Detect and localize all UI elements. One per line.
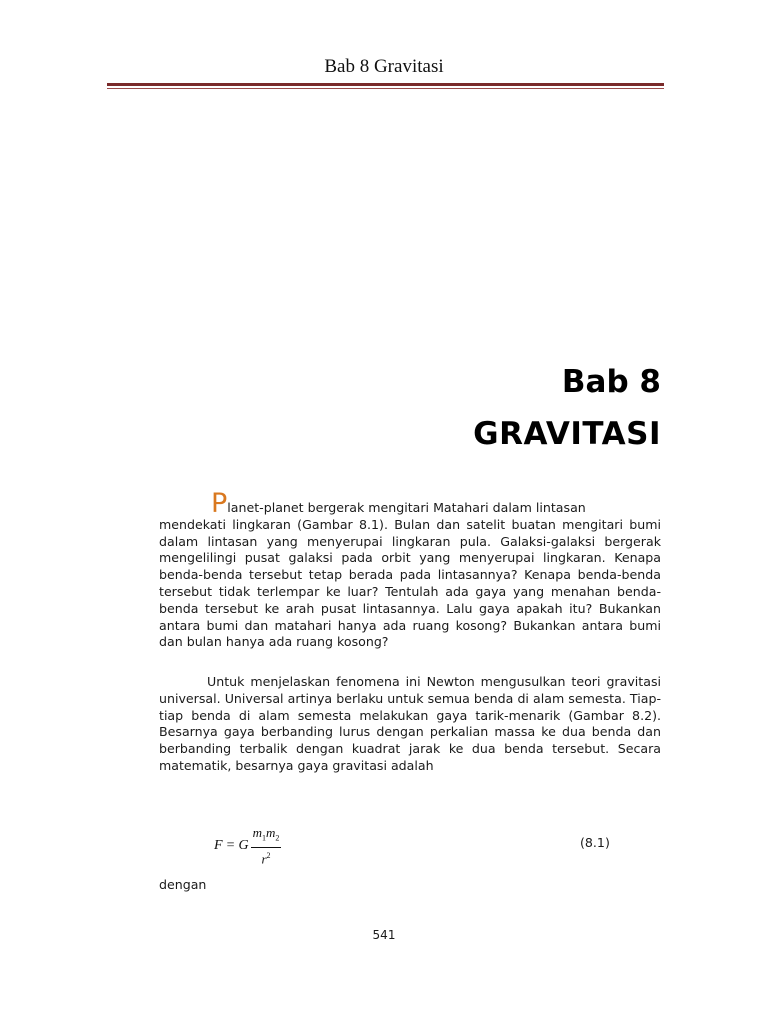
equation-numerator <box>251 826 282 848</box>
chapter-number: Bab 8 <box>561 364 661 400</box>
gravity-equation <box>214 826 281 867</box>
numerator-m1: m <box>252 825 262 840</box>
drop-cap-letter: P <box>211 488 228 519</box>
equation-constant: G <box>238 838 249 854</box>
header-rule-thick <box>107 83 664 86</box>
running-header: Bab 8 Gravitasi <box>324 56 444 77</box>
equation-number: (8.1) <box>580 835 610 850</box>
denominator-exponent: 2 <box>266 850 271 860</box>
header-rule-thin <box>107 88 664 89</box>
numerator-m2: m <box>265 825 276 840</box>
chapter-title: GRAVITASI <box>473 416 661 452</box>
equation-denominator <box>261 848 270 867</box>
paragraph-intro <box>159 488 661 651</box>
paragraph-intro-first-text: lanet-planet bergerak mengitari Matahari dalam lintasan <box>227 500 586 515</box>
after-equation-text: dengan <box>159 877 207 892</box>
paragraph-intro-body: mendekati lingkaran (Gambar 8.1). Bulan dan satelit buatan mengitari bumi dalam lintasan yang menyerupai lingkaran pula. Galaksi-galaksi bergerak mengelilingi pusat galaksi pada orbit yang menyerupai lingkaran. Kenapa benda-benda tersebut tetap berada pada lintasannya? Kenapa benda-benda tersebut tidak terlempar ke luar? Tentulah ada gaya yang menahan benda-benda tersebut ke arah pusat lintasannya. Lalu gaya apakah itu? Bukankan antara bumi dan matahari hanya ada ruang kosong? Bukankan antara bumi dan bulan hanya ada ruang kosong? <box>159 516 661 650</box>
equation-equals: = <box>226 838 235 854</box>
paragraph-intro-first-line <box>159 488 661 519</box>
equation-fraction <box>251 826 282 867</box>
numerator-sub1: 1 <box>261 833 266 843</box>
numerator-sub2: 2 <box>275 833 280 843</box>
page-number: 541 <box>372 928 396 942</box>
equation-lhs: F <box>214 838 223 854</box>
denominator-r: r <box>261 850 267 866</box>
paragraph-newton: Untuk menjelaskan fenomena ini Newton mengusulkan teori gravitasi universal. Universal artinya berlaku untuk semua benda di alam semesta. Tiap-tiap benda di alam semesta melakukan gaya tarik-menarik (Gambar 8.2). Besarnya gaya berbanding lurus dengan perkalian massa ke dua benda dan berbanding terbalik dengan kuadrat jarak ke dua benda tersebut. Secara matematik, besarnya gaya gravitasi adalah <box>159 674 661 773</box>
